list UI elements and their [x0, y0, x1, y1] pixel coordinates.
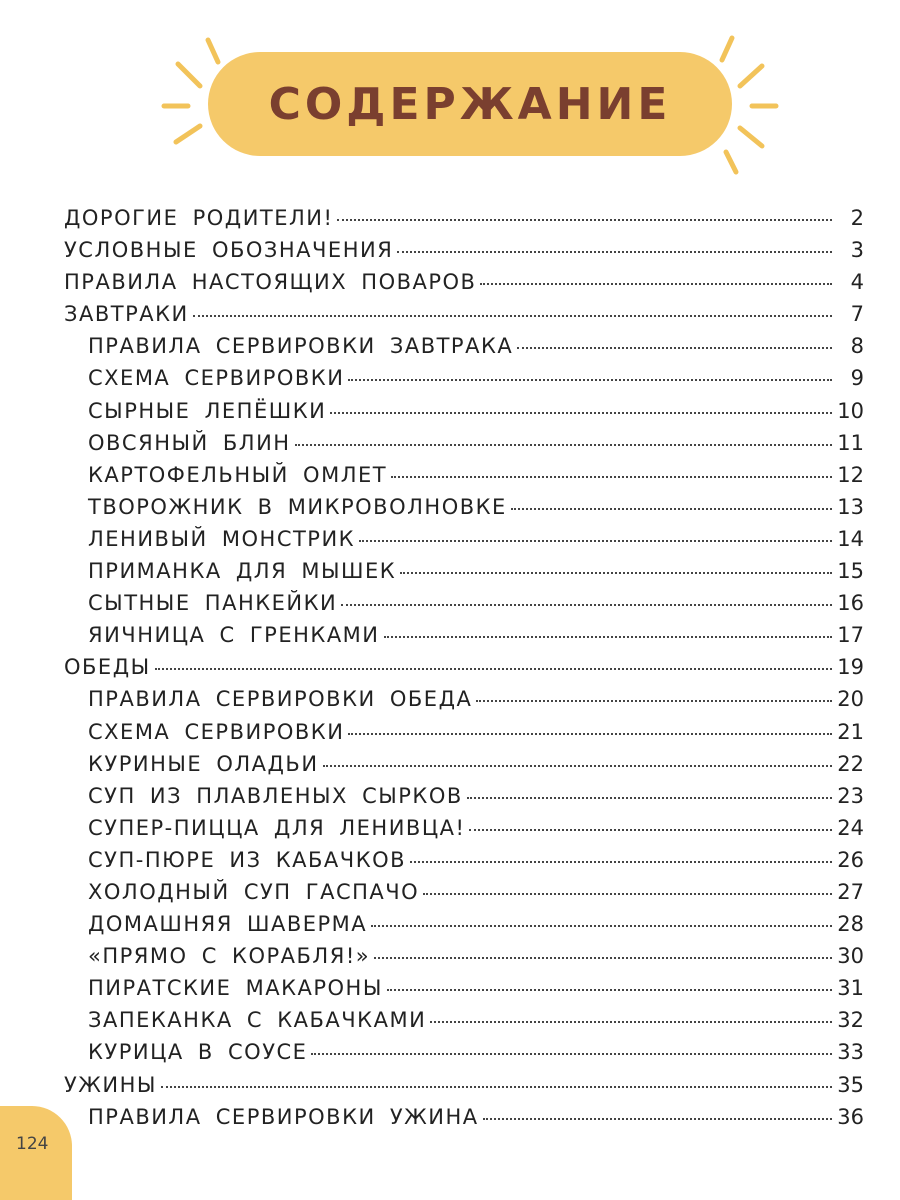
- toc-entry-page: 2: [850, 206, 864, 230]
- toc-entry[interactable]: [64, 752, 864, 784]
- toc-entry-page: 36: [837, 1104, 864, 1129]
- toc-entry-page: 8: [850, 334, 864, 359]
- toc-entry-page: 28: [837, 912, 864, 937]
- toc-entry[interactable]: [64, 687, 864, 719]
- toc-entry-page: 17: [837, 623, 864, 648]
- toc-entry-title: СУП ИЗ ПЛАВЛЕНЫХ СЫРКОВ: [88, 783, 463, 808]
- dot-leader: [341, 604, 832, 606]
- toc-entry[interactable]: [64, 623, 864, 655]
- toc-entry-title: ХОЛОДНЫЙ СУП ГАСПАЧО: [88, 879, 420, 904]
- toc-entry-title: ДОРОГИЕ РОДИТЕЛИ!: [64, 206, 334, 230]
- dot-leader: [476, 700, 832, 702]
- page-number: 124: [16, 1134, 49, 1154]
- toc-entry-title: СХЕМА СЕРВИРОВКИ: [88, 366, 345, 391]
- toc-entry[interactable]: [64, 816, 864, 848]
- toc-entry-page: 20: [837, 687, 864, 712]
- toc-entry-title: ПРАВИЛА СЕРВИРОВКИ ОБЕДА: [88, 687, 473, 712]
- toc-entry-page: 4: [850, 270, 864, 295]
- toc-entry-page: 22: [837, 751, 864, 776]
- dot-leader: [323, 765, 832, 767]
- toc-entry-page: 19: [837, 655, 864, 680]
- dot-leader: [467, 797, 832, 799]
- toc-entry[interactable]: [64, 366, 864, 398]
- toc-entry[interactable]: [64, 238, 864, 270]
- toc-entry[interactable]: [64, 431, 864, 463]
- toc-entry-title: УЖИНЫ: [64, 1072, 157, 1097]
- toc-entry-page: 12: [837, 462, 864, 487]
- dot-leader: [348, 733, 832, 735]
- toc-entry-page: 27: [837, 879, 864, 904]
- toc-entry-page: 23: [837, 783, 864, 808]
- toc-entry[interactable]: [64, 655, 864, 687]
- dot-leader: [384, 636, 832, 638]
- toc-entry[interactable]: [64, 880, 864, 912]
- toc-entry-title: КАРТОФЕЛЬНЫЙ ОМЛЕТ: [88, 462, 388, 487]
- toc-entry-page: 32: [837, 1008, 864, 1033]
- page-title: СОДЕРЖАНИЕ: [268, 78, 672, 130]
- dot-leader: [469, 829, 832, 831]
- toc-entry[interactable]: [64, 1040, 864, 1072]
- dot-leader: [480, 283, 832, 285]
- toc-entry-title: ЯИЧНИЦА С ГРЕНКАМИ: [88, 623, 380, 648]
- dot-leader: [423, 893, 832, 895]
- toc-entry[interactable]: [64, 784, 864, 816]
- toc-entry-title: ДОМАШНЯЯ ШАВЕРМА: [88, 912, 368, 937]
- toc-entry-page: 16: [837, 591, 864, 616]
- toc-entry-title: СХЕМА СЕРВИРОВКИ: [88, 719, 345, 744]
- dot-leader: [161, 1086, 832, 1088]
- toc-entry-title: ПРАВИЛА СЕРВИРОВКИ УЖИНА: [88, 1104, 479, 1129]
- dot-leader: [295, 444, 832, 446]
- toc-entry[interactable]: [64, 976, 864, 1008]
- toc-entry-page: 15: [837, 559, 864, 584]
- toc-entry-page: 21: [837, 719, 864, 744]
- toc-entry[interactable]: [64, 1105, 864, 1137]
- dot-leader: [400, 572, 832, 574]
- toc-entry-page: 31: [837, 976, 864, 1001]
- toc-entry-title: СУП-ПЮРЕ ИЗ КАБАЧКОВ: [88, 847, 407, 872]
- toc-entry[interactable]: [64, 591, 864, 623]
- toc-entry[interactable]: [64, 1073, 864, 1105]
- toc-entry[interactable]: [64, 495, 864, 527]
- toc-entry-page: 14: [837, 526, 864, 551]
- toc-entry-page: 13: [837, 494, 864, 519]
- toc-entry-title: ПИРАТСКИЕ МАКАРОНЫ: [88, 976, 383, 1001]
- toc-entry-title: УСЛОВНЫЕ ОБОЗНАЧЕНИЯ: [64, 238, 394, 263]
- toc-entry-title: ЗАВТРАКИ: [64, 302, 189, 327]
- toc-entry-title: ТВОРОЖНИК В МИКРОВОЛНОВКЕ: [88, 494, 507, 519]
- toc-entry[interactable]: [64, 334, 864, 366]
- dot-leader: [311, 1053, 832, 1055]
- toc-entry[interactable]: [64, 206, 864, 238]
- toc-entry-title: СЫТНЫЕ ПАНКЕЙКИ: [88, 591, 338, 616]
- toc-entry-page: 9: [850, 366, 864, 391]
- dot-leader: [430, 1021, 832, 1023]
- toc-entry-title: ПРАВИЛА СЕРВИРОВКИ ЗАВТРАКА: [88, 334, 514, 359]
- dot-leader: [359, 540, 832, 542]
- toc-entry-title: ОВСЯНЫЙ БЛИН: [88, 430, 291, 455]
- toc-entry-title: ЗАПЕКАНКА С КАБАЧКАМИ: [88, 1008, 427, 1033]
- toc-entry[interactable]: [64, 302, 864, 334]
- dot-leader: [410, 861, 832, 863]
- dot-leader: [371, 925, 832, 927]
- toc-entry-title: ОБЕДЫ: [64, 655, 151, 680]
- toc-entry[interactable]: [64, 463, 864, 495]
- toc-entry[interactable]: [64, 270, 864, 302]
- toc-entry-page: 33: [837, 1040, 864, 1065]
- toc-entry[interactable]: [64, 559, 864, 591]
- toc-entry-title: СУПЕР-ПИЦЦА ДЛЯ ЛЕНИВЦА!: [88, 815, 466, 840]
- dot-leader: [193, 315, 832, 317]
- toc-entry-page: 35: [837, 1072, 864, 1097]
- table-of-contents: [64, 206, 864, 1137]
- toc-entry[interactable]: [64, 720, 864, 752]
- toc-entry-title: КУРИЦА В СОУСЕ: [88, 1040, 308, 1065]
- dot-leader: [511, 508, 832, 510]
- toc-entry-title: КУРИНЫЕ ОЛАДЬИ: [88, 751, 319, 776]
- dot-leader: [391, 476, 832, 478]
- dot-leader: [517, 347, 832, 349]
- toc-entry-title: «ПРЯМО С КОРАБЛЯ!»: [88, 944, 371, 969]
- toc-entry[interactable]: [64, 848, 864, 880]
- dot-leader: [330, 412, 832, 414]
- toc-entry-page: 30: [837, 944, 864, 969]
- toc-entry-page: 7: [850, 302, 864, 327]
- toc-entry-title: ЛЕНИВЫЙ МОНСТРИК: [88, 526, 356, 551]
- dot-leader: [483, 1118, 832, 1120]
- dot-leader: [387, 989, 832, 991]
- toc-entry-title: ПРИМАНКА ДЛЯ МЫШЕК: [88, 559, 397, 584]
- toc-entry-page: 10: [837, 398, 864, 423]
- toc-entry-title: ПРАВИЛА НАСТОЯЩИХ ПОВАРОВ: [64, 270, 477, 295]
- dot-leader: [348, 379, 832, 381]
- dot-leader: [397, 251, 832, 253]
- dot-leader: [155, 668, 832, 670]
- toc-entry[interactable]: [64, 944, 864, 976]
- toc-entry-page: 24: [837, 815, 864, 840]
- toc-entry[interactable]: [64, 912, 864, 944]
- dot-leader: [337, 219, 832, 221]
- dot-leader: [374, 957, 832, 959]
- toc-entry[interactable]: [64, 527, 864, 559]
- toc-entry[interactable]: [64, 1008, 864, 1040]
- toc-entry-page: 3: [850, 238, 864, 263]
- toc-entry[interactable]: [64, 399, 864, 431]
- toc-entry-title: СЫРНЫЕ ЛЕПЁШКИ: [88, 398, 327, 423]
- toc-entry-page: 26: [837, 847, 864, 872]
- toc-entry-page: 11: [837, 430, 864, 455]
